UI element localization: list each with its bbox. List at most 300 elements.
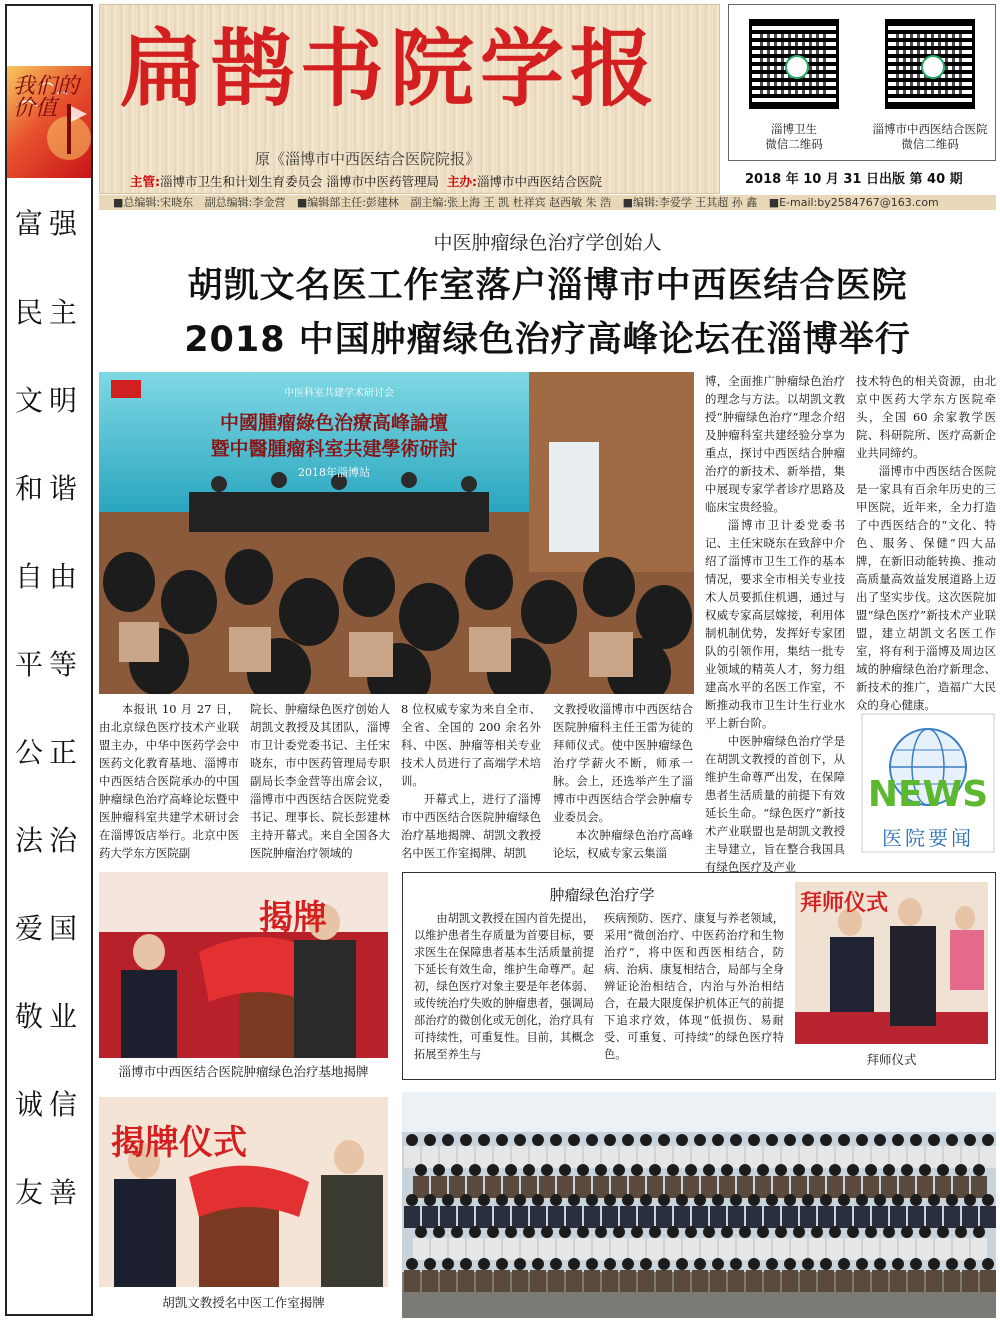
qr-caption-right [865, 122, 995, 152]
slogan-4: 和谐 [14, 472, 83, 505]
group-person-body [800, 1206, 816, 1228]
group-person-head [874, 1134, 886, 1146]
group-person-body [710, 1270, 726, 1292]
group-person-head [901, 1226, 913, 1238]
group-person-body [665, 1176, 681, 1198]
group-person-head [541, 1164, 553, 1176]
group-person-body [539, 1176, 555, 1198]
group-person-body [557, 1238, 573, 1260]
newspaper-title: 扁鹊书院学报 [120, 19, 661, 118]
group-person-head [604, 1134, 616, 1146]
group-person-head [955, 1164, 967, 1176]
slogan-11: 诚信 [14, 1088, 83, 1121]
group-photo [402, 1092, 996, 1318]
group-person-body [566, 1206, 582, 1228]
group-person-body [530, 1270, 546, 1292]
group-person-body [602, 1146, 618, 1168]
group-person-body [728, 1270, 744, 1292]
editor-chief: ■总编辑:宋晓东 [113, 196, 194, 209]
article-col3-p2: 开幕式上，进行了淄博市中西医结合医院肿瘤绿色治疗基地揭牌、胡凯文教授名中医工作室揭牌、胡凯 [401, 792, 541, 860]
article-col1-p1: 本报讯 10 月 27 日，由北京绿色医疗技术产业联盟主办，中华中医药学会中医药文化教育基地、淄博市中西医结合医院承办的中国肿瘤绿色治疗高峰论坛暨中医肿瘤科室共建学术研讨会在淄博饭店举行。北京中医药大学东方医院副 [99, 702, 239, 860]
group-person-head [658, 1194, 670, 1206]
group-person-head [424, 1194, 436, 1206]
group-person-body [458, 1270, 474, 1292]
editor-email: ■E-mail:by2584767@163.com [768, 196, 939, 209]
group-person-body [800, 1270, 816, 1292]
banner-line-3: 暨中醫腫瘤科室共建學術研討 [210, 438, 458, 460]
group-person-body [791, 1176, 807, 1198]
group-person-body [620, 1270, 636, 1292]
hospital-news-icon [860, 712, 996, 854]
group-person-head [451, 1164, 463, 1176]
article-column-2 [250, 700, 390, 862]
group-person-head [694, 1194, 706, 1206]
group-person-body [854, 1270, 870, 1292]
group-person-body [827, 1238, 843, 1260]
group-person-body [764, 1270, 780, 1292]
group-person-head [775, 1226, 787, 1238]
group-person-head [838, 1134, 850, 1146]
group-person-body [440, 1270, 456, 1292]
group-person-head [460, 1134, 472, 1146]
group-person-head [730, 1194, 742, 1206]
qr-code-zibo-health[interactable] [749, 19, 839, 109]
group-person-body [413, 1176, 429, 1198]
group-person-body [683, 1238, 699, 1260]
group-person-body [845, 1176, 861, 1198]
group-person-head [847, 1164, 859, 1176]
group-person-body [665, 1238, 681, 1260]
slogan-8: 法治 [14, 824, 83, 857]
group-person-body [557, 1176, 573, 1198]
group-person-head [559, 1164, 571, 1176]
group-person-head [460, 1258, 472, 1270]
group-person-body [449, 1176, 465, 1198]
group-person-body [773, 1238, 789, 1260]
group-person-head [586, 1134, 598, 1146]
slogan-sidebar [5, 4, 93, 1316]
host-value: 淄博市卫生和计划生育委员会 淄博市中医药管理局 [160, 174, 439, 189]
group-person-body [620, 1206, 636, 1228]
group-person-head [829, 1226, 841, 1238]
group-person-head [829, 1164, 841, 1176]
group-person-head [712, 1134, 724, 1146]
group-person-head [685, 1226, 697, 1238]
group-person-head [946, 1134, 958, 1146]
group-person-body [926, 1270, 942, 1292]
group-person-head [730, 1134, 742, 1146]
group-person-head [406, 1134, 418, 1146]
qr-code-panel [728, 4, 996, 161]
group-person-head [550, 1194, 562, 1206]
group-person-body [827, 1176, 843, 1198]
group-person-head [604, 1258, 616, 1270]
group-person-head [640, 1134, 652, 1146]
green-therapy-col1 [414, 910, 594, 1063]
group-person-body [818, 1270, 834, 1292]
group-person-body [728, 1206, 744, 1228]
group-person-body [890, 1146, 906, 1168]
group-person-body [746, 1270, 762, 1292]
group-person-head [820, 1194, 832, 1206]
article-col4-p1: 文教授收淄博市中西医结合医院肿瘤科主任王雷为徒的拜师仪式。使中医肿瘤绿色治疗学薪火不断，师承一脉。会上，还选举产生了淄博市中西医结合学会肿瘤专业委员会。 [553, 702, 693, 824]
group-person-head [649, 1226, 661, 1238]
group-person-head [757, 1164, 769, 1176]
apprentice-banner-text: 拜师仪式 [800, 890, 889, 916]
editor-office: ■编辑部主任:彭建林 [296, 196, 399, 209]
group-person-head [928, 1258, 940, 1270]
group-person-head [712, 1258, 724, 1270]
group-person-body [683, 1176, 699, 1198]
group-person-body [404, 1270, 420, 1292]
group-person-body [602, 1270, 618, 1292]
group-person-head [946, 1258, 958, 1270]
group-person-body [773, 1176, 789, 1198]
group-person-head [973, 1226, 985, 1238]
group-person-body [962, 1146, 978, 1168]
issue-dateline: 2018 年 10 月 31 日出版 第 40 期 [745, 172, 963, 187]
group-person-head [442, 1194, 454, 1206]
group-person-head [604, 1194, 616, 1206]
group-person-body [935, 1238, 951, 1260]
qr-code-hospital[interactable] [885, 19, 975, 109]
group-person-head [784, 1134, 796, 1146]
group-person-head [442, 1258, 454, 1270]
group-person-body [908, 1206, 924, 1228]
group-person-head [703, 1164, 715, 1176]
group-person-head [478, 1258, 490, 1270]
group-person-body [980, 1146, 996, 1168]
group-person-body [647, 1176, 663, 1198]
group-person-body [971, 1238, 987, 1260]
group-person-body [737, 1176, 753, 1198]
group-person-body [467, 1176, 483, 1198]
group-photo-art [402, 1092, 996, 1318]
group-person-body [647, 1238, 663, 1260]
group-person-body [494, 1206, 510, 1228]
article-column-4 [553, 700, 693, 862]
group-person-head [964, 1134, 976, 1146]
article-column-6 [856, 372, 996, 714]
group-person-body [755, 1176, 771, 1198]
article-column-3 [401, 700, 541, 862]
group-person-body [881, 1176, 897, 1198]
group-person-body [620, 1146, 636, 1168]
group-person-head [919, 1164, 931, 1176]
group-person-body [494, 1270, 510, 1292]
group-person-body [485, 1176, 501, 1198]
banner-line-2: 中國腫瘤綠色治療高峰論壇 [219, 412, 448, 434]
group-person-head [865, 1226, 877, 1238]
group-person-head [424, 1134, 436, 1146]
group-person-head [865, 1164, 877, 1176]
group-person-body [422, 1206, 438, 1228]
group-person-head [505, 1226, 517, 1238]
group-person-head [451, 1226, 463, 1238]
group-person-body [863, 1238, 879, 1260]
editor-deputy: 副总编辑:李金营 [204, 196, 286, 209]
group-person-head [766, 1258, 778, 1270]
group-person-head [712, 1194, 724, 1206]
green-therapy-col2 [604, 910, 784, 1063]
group-person-body [638, 1206, 654, 1228]
group-person-head [757, 1226, 769, 1238]
group-person-body [584, 1270, 600, 1292]
group-person-head [883, 1226, 895, 1238]
group-person-head [433, 1226, 445, 1238]
group-person-head [622, 1258, 634, 1270]
group-person-body [962, 1206, 978, 1228]
group-person-head [631, 1164, 643, 1176]
group-person-body [890, 1206, 906, 1228]
slogan-5: 自由 [14, 560, 83, 593]
group-person-head [568, 1134, 580, 1146]
group-person-head [550, 1258, 562, 1270]
group-person-head [514, 1194, 526, 1206]
masthead [99, 4, 720, 194]
group-person-head [658, 1258, 670, 1270]
banner-line-4: 2018年淄博站 [298, 466, 370, 479]
group-person-head [469, 1226, 481, 1238]
slogan-2: 民主 [14, 296, 83, 329]
group-person-body [818, 1146, 834, 1168]
group-person-head [694, 1258, 706, 1270]
article-col5-p2: 淄博市卫计委党委书记、主任宋晓东在致辞中介绍了淄博市卫生工作的基本情况，要求全市相关专业技术人员要抓住机遇，通过与权威专家高层嫁接，利用体制机制优势，发挥好专家团队的引领作用，集结一批专业领域的精英人才，努力组建高水平的名医工作室，不断推动我市卫生计生行业水平上新台阶。 [705, 518, 845, 730]
group-person-body [548, 1146, 564, 1168]
banner-line-1: 中医科室共建学术研讨会 [284, 388, 394, 399]
group-person-head [847, 1226, 859, 1238]
group-person-body [863, 1176, 879, 1198]
group-person-head [487, 1164, 499, 1176]
values-calligraphy: 我们的价值 [13, 74, 80, 121]
group-person-head [793, 1226, 805, 1238]
apprentice-caption: 拜师仪式 [866, 1052, 917, 1067]
group-person-head [856, 1194, 868, 1206]
group-person-body [611, 1176, 627, 1198]
slogan-3: 文明 [14, 384, 83, 417]
group-person-head [937, 1164, 949, 1176]
group-person-head [487, 1226, 499, 1238]
group-person-head [793, 1164, 805, 1176]
group-person-body [566, 1146, 582, 1168]
group-person-body [728, 1146, 744, 1168]
group-person-body [953, 1176, 969, 1198]
editor-associates: 副主编:张上海 王 凯 杜祥宾 赵西敏 朱 浩 [410, 196, 612, 209]
group-person-body [674, 1270, 690, 1292]
group-person-body [431, 1176, 447, 1198]
group-person-body [593, 1238, 609, 1260]
group-person-head [514, 1258, 526, 1270]
group-person-head [523, 1226, 535, 1238]
group-person-head [577, 1226, 589, 1238]
group-person-head [514, 1134, 526, 1146]
group-person-body [629, 1176, 645, 1198]
apprentice-ceremony-photo [795, 882, 988, 1044]
group-person-body [944, 1270, 960, 1292]
group-person-head [550, 1134, 562, 1146]
article-kicker: 中医肿瘤绿色治疗学创始人 [433, 232, 662, 254]
article-col5-p3: 中医肿瘤绿色治疗学是在胡凯文教授的首创下，从维护生命尊严出发，在保障患者生活质量的前提下有效延长生命。“绿色医疗”新技术产业联盟也是胡凯文教授主导建立，旨在整合我国具有绿色医疗及产业 [705, 734, 845, 874]
qr-caption-left-line1: 淄博卫生 [771, 122, 817, 136]
group-person-head [631, 1226, 643, 1238]
group-person-body [593, 1176, 609, 1198]
group-person-body [719, 1238, 735, 1260]
group-person-body [908, 1270, 924, 1292]
group-person-body [512, 1146, 528, 1168]
article-col6-p2: 淄博市中西医结合医院是一家具有百余年历史的三甲医院，近年来，全力打造了中西医结合的“文化、特色、服务、保健”四大品牌，在新旧动能转换、推动高质量高效益发展道路上迈出了坚实步伐。这次医院加盟“绿色医疗”新技术产业联盟，建立胡凯文名医工作室，将有利于淄博及周边区域的肿瘤绿色治疗新理念、新技术的推广，造福广大民众的身心健康。 [856, 464, 996, 712]
editor-bar [99, 195, 996, 210]
group-person-head [577, 1164, 589, 1176]
group-person-head [811, 1226, 823, 1238]
group-person-body [611, 1238, 627, 1260]
group-person-body [575, 1176, 591, 1198]
group-person-body [908, 1146, 924, 1168]
slogan-6: 平等 [14, 648, 83, 681]
group-person-body [413, 1238, 429, 1260]
group-person-head [721, 1164, 733, 1176]
group-person-body [872, 1270, 888, 1292]
newspaper-subtitle: 原《淄博市中西医结合医院院报》 [255, 150, 481, 168]
group-person-head [739, 1164, 751, 1176]
group-person-body [692, 1146, 708, 1168]
group-person-body [764, 1206, 780, 1228]
group-person-head [559, 1226, 571, 1238]
group-person-body [548, 1270, 564, 1292]
group-person-head [658, 1134, 670, 1146]
group-person-body [467, 1238, 483, 1260]
group-person-body [512, 1206, 528, 1228]
group-person-body [404, 1146, 420, 1168]
group-person-body [881, 1238, 897, 1260]
group-person-head [802, 1194, 814, 1206]
group-person-head [775, 1164, 787, 1176]
group-person-head [595, 1164, 607, 1176]
green-therapy-title: 肿瘤绿色治疗学 [549, 886, 655, 904]
group-person-body [512, 1270, 528, 1292]
group-person-head [415, 1164, 427, 1176]
slogan-10: 敬业 [14, 1000, 83, 1033]
group-person-head [676, 1258, 688, 1270]
qr-caption-right-line2: 微信二维码 [901, 137, 959, 151]
group-person-body [809, 1238, 825, 1260]
group-person-body [548, 1206, 564, 1228]
group-person-body [836, 1270, 852, 1292]
group-person-head [748, 1258, 760, 1270]
article-col3-p1: 8 位权威专家为来自全市、全省、全国的 200 余名外科、中医、肿瘤等相关专业技术人员进行了高端学术培训。 [401, 702, 541, 788]
group-person-body [755, 1238, 771, 1260]
group-person-head [568, 1194, 580, 1206]
group-person-body [521, 1238, 537, 1260]
studio-banner-text: 揭牌仪式 [111, 1123, 247, 1163]
group-person-head [640, 1258, 652, 1270]
group-person-body [953, 1238, 969, 1260]
group-person-head [910, 1134, 922, 1146]
group-person-head [406, 1194, 418, 1206]
group-person-body [701, 1176, 717, 1198]
group-person-head [532, 1258, 544, 1270]
conference-photo [99, 372, 694, 694]
editor-staff: ■编辑:李爱学 王其超 孙 鑫 [622, 196, 758, 209]
article-col5-p1: 博，全面推广肿瘤绿色治疗的理念与方法。以胡凯文教授“肿瘤绿色治疗”理念介绍及肿瘤科室共建经验分享为重点，探讨中西医结合肿瘤治疗的新技术、新举措，集中展现专家学者诊疗思路及临床宝贵经验。 [705, 374, 845, 514]
group-person-body [422, 1146, 438, 1168]
group-person-body [926, 1206, 942, 1228]
group-person-body [521, 1176, 537, 1198]
group-person-head [469, 1164, 481, 1176]
group-person-head [982, 1194, 994, 1206]
group-person-head [685, 1164, 697, 1176]
headline-second: 2018 中国肿瘤绿色治疗高峰论坛在淄博举行 [184, 320, 911, 360]
group-person-head [595, 1226, 607, 1238]
group-person-head [586, 1194, 598, 1206]
group-person-head [478, 1194, 490, 1206]
sponsor-value: 淄博市中西医结合医院 [476, 174, 602, 189]
group-person-head [919, 1226, 931, 1238]
group-person-head [838, 1194, 850, 1206]
group-person-body [917, 1176, 933, 1198]
group-person-head [676, 1134, 688, 1146]
group-person-body [629, 1238, 645, 1260]
article-col4-p2: 本次肿瘤绿色治疗高峰论坛，权威专家云集淄 [553, 828, 693, 860]
group-person-head [424, 1258, 436, 1270]
group-person-body [764, 1146, 780, 1168]
group-person-head [874, 1194, 886, 1206]
group-person-body [980, 1270, 996, 1292]
group-person-body [926, 1146, 942, 1168]
group-person-body [503, 1176, 519, 1198]
group-person-head [892, 1134, 904, 1146]
news-label: 医院要闻 [882, 826, 974, 850]
group-person-head [442, 1134, 454, 1146]
group-person-body [674, 1146, 690, 1168]
group-person-head [820, 1258, 832, 1270]
group-person-body [836, 1146, 852, 1168]
group-person-body [404, 1206, 420, 1228]
group-person-head [964, 1194, 976, 1206]
group-person-body [485, 1238, 501, 1260]
group-person-head [982, 1258, 994, 1270]
group-person-body [899, 1238, 915, 1260]
group-person-body [809, 1176, 825, 1198]
group-person-body [890, 1270, 906, 1292]
group-person-body [503, 1238, 519, 1260]
group-person-body [782, 1270, 798, 1292]
group-person-head [496, 1258, 508, 1270]
group-person-body [494, 1146, 510, 1168]
group-person-head [802, 1134, 814, 1146]
group-person-head [928, 1134, 940, 1146]
group-person-head [523, 1164, 535, 1176]
group-person-body [539, 1238, 555, 1260]
group-person-head [694, 1134, 706, 1146]
group-person-head [946, 1194, 958, 1206]
group-person-body [458, 1206, 474, 1228]
group-person-body [854, 1206, 870, 1228]
group-person-body [836, 1206, 852, 1228]
group-person-head [820, 1134, 832, 1146]
green-therapy-p1: 由胡凯文教授在国内首先提出，以维护患者生存质量为首要目标，要求医生在保障患者基本生活质量前提下延长有效生命，维护生命尊严。起初，绿色医疗对象主要是年老体弱、或传统治疗失败的肿瘤患者，强调局部治疗的微创化或无创化，治疗具有可持续性，可重复性。目前，其概念拓展至养生与 [414, 912, 594, 1061]
group-person-head [892, 1194, 904, 1206]
headline-main: 胡凯文名医工作室落户淄博市中西医结合医院 [187, 266, 908, 306]
base-banner-text: 揭牌 [259, 898, 327, 938]
group-person-body [737, 1238, 753, 1260]
group-person-head [532, 1134, 544, 1146]
group-person-body [962, 1270, 978, 1292]
group-person-head [541, 1226, 553, 1238]
group-person-head [856, 1134, 868, 1146]
group-person-head [460, 1194, 472, 1206]
group-person-body [710, 1206, 726, 1228]
group-person-head [748, 1134, 760, 1146]
